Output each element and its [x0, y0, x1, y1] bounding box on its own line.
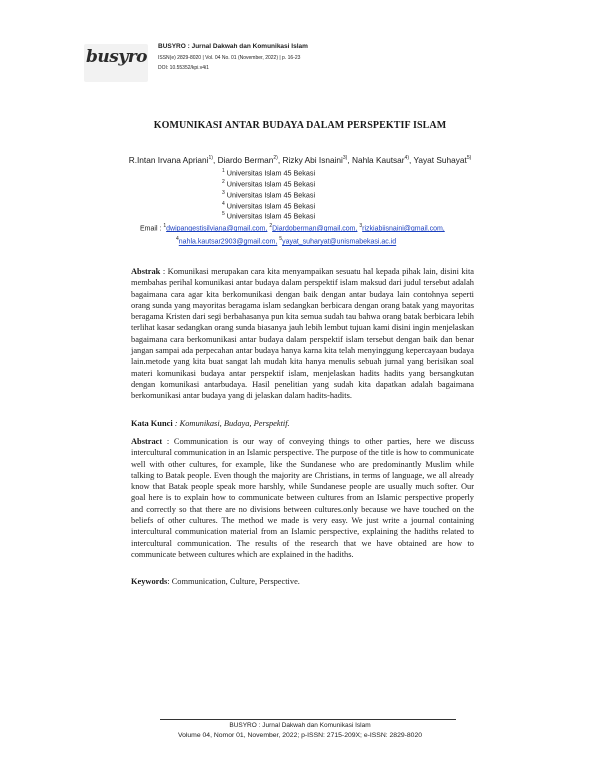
email-block	[140, 221, 480, 248]
abstract-label: Abstract	[131, 437, 163, 446]
affiliation-name: Universitas Islam 45 Bekasi	[226, 211, 316, 221]
email-label: Email :	[140, 225, 164, 233]
abstrak-label: Abstrak	[131, 267, 161, 276]
footer-volume: Volume 04, Nomor 01, November, 2022; p-ISSN: 2715-209X; e-ISSN: 2829-8020	[177, 732, 423, 739]
email-sup: 2	[269, 223, 273, 229]
affiliation	[222, 201, 422, 210]
affiliation-sup: 1	[222, 168, 225, 174]
abstrak-text: : Komunikasi merupakan cara kita menyampaikan sesuatu hal kepada pihak lain, disini kita membahas perihal komunikasi antar budaya dalam perspektif islam maksud dari judul tersebut adalah bagaimana cara agar kita berkomunikasi dengan baik dengan antar budaya lain contohnya seperti orang sunda yang mayoritas beragama islam sedangkan berbicara dengan orang batak yang mayoritas beragama Kristen dari segi berbahasanya pun kita semua sudah tau bahwa orang batak berbicara lebih terlihat kasar sedangkan orang sunda biasanya jauh lebih lembut tujuan kami disini ingin menjelaskan bagaimana cara berkomunikasi antar budaya dalam perspektif islam tersebut dengan baik dan benar jangan sampai ada perpecahan antar budaya hanya karna kita telah menyinggung kepercayaan budaya lain.metode yang kita buat sangat lah mudah kita hanya menulis sebuah jurnal yang berisikan soal materi komunikasi budaya antar perspektif islam, menjelaskan hadits hadits yang bersangkutan dengan komunikasi antarbudaya. Hasil penelitian yang sudah kita dapatkan adalah bagaimana berkomunikasi antar budaya yang di jelaskan dalam hadits-hadits.	[131, 267, 474, 401]
keywords	[131, 576, 474, 587]
affiliation	[222, 179, 422, 188]
email-sup: 5	[279, 236, 283, 243]
email-link[interactable]: rizkiabiisnaini@gmail.com,	[362, 225, 445, 233]
author-sup: 5)	[466, 155, 472, 162]
email-link[interactable]: Diardoberman@gmail.com,	[272, 225, 358, 233]
affiliation	[222, 190, 422, 199]
abstrak-paragraph	[131, 266, 474, 402]
author-sup: 3)	[342, 155, 348, 162]
journal-name: BUSYRO : Jurnal Dakwah dan Komunikasi Islam	[158, 43, 308, 50]
affiliation	[222, 211, 422, 220]
author-sup: 1)	[208, 155, 213, 162]
footer-journal: BUSYRO : Jurnal Dakwah dan Komunikasi Islam	[229, 722, 371, 729]
footer-divider	[160, 719, 456, 720]
email-sup: 1	[163, 223, 167, 229]
affiliation-sup: 5	[222, 211, 225, 217]
kata-kunci	[131, 418, 474, 429]
email-sup: 4	[176, 236, 179, 243]
abstract-paragraph	[131, 436, 474, 560]
author-name: Nahla Kautsar	[351, 155, 405, 165]
email-line-2	[140, 234, 480, 247]
author-name: Diardo Berman	[217, 155, 274, 165]
affiliation-name: Universitas Islam 45 Bekasi	[226, 201, 316, 211]
journal-logo-text: busyro	[86, 47, 147, 67]
affiliation-sup: 4	[222, 201, 225, 207]
affiliation	[222, 168, 422, 177]
kata-kunci-text: : Komunikasi, Budaya, Perspektif.	[172, 419, 290, 428]
keywords-text: : Communication, Culture, Perspective.	[167, 577, 300, 586]
email-link[interactable]: dwipangestisilviana@gmail.com,	[166, 225, 268, 233]
affiliation-name: Universitas Islam 45 Bekasi	[226, 179, 316, 189]
author-name: Rizky Abi Isnaini	[282, 155, 343, 165]
author-list: R.Intan Irvana Apriani$^{1)}$, Diardo Berman$^{2)}$, Rizky Abi Isnaini$^{3)}$, Nahla Kautsar$^{4)}$, Yayat Suhayat$^{5)}$	[128, 155, 472, 165]
affiliation-name: Universitas Islam 45 Bekasi	[226, 168, 316, 178]
author-name: R.Intan Irvana Apriani	[128, 155, 209, 165]
issn-volume-line: ISSN(e) 2829-8020 | Vol. 04 No. 01 (November, 2022) | p. 16-23	[158, 55, 301, 61]
affiliation-sup: 2	[222, 179, 225, 185]
author-name: Yayat Suhayat	[413, 155, 467, 165]
email-link[interactable]: nahla.kautsar2903@gmail.com,	[178, 238, 278, 246]
email-sup: 3	[359, 223, 363, 229]
email-link[interactable]: yayat_suharyat@unismabekasi.ac.id	[282, 238, 397, 246]
affiliation-name: Universitas Islam 45 Bekasi	[226, 190, 316, 200]
author-sup: 4)	[404, 155, 409, 162]
abstract-text: : Communication is our way of conveying things to other parties, here we discuss intercultural communication in an Islamic perspective. The purpose of the title is how to communicate well with other cultures, for example, like the Sundanese who are predominantly Muslim while talking to Batak people. Even though the majority are Christians, in terms of language, we all already know that Batak people speak more harshly, while Sundanese people are usually much softer. Our goal here is to explain how to communicate between cultures from an Islamic perspective properly and correctly so that there are no divisions between cultures.only because we have touched on the beliefs of other cultures. The method we made is very easy. We just write a journal containing intercultural communication material from an Islamic perspective, explaining the hadiths related to intercultural communication. The results of the research that we have obtained are how to communicate between cultures which are explained in the hadiths.	[131, 437, 474, 559]
doi-line: DOI: 10.55352/kpi.v4i1	[158, 65, 209, 71]
affiliation-sup: 3	[222, 190, 225, 196]
kata-kunci-label: Kata Kunci	[131, 419, 173, 428]
author-sup: 2)	[273, 155, 278, 162]
paper-title: KOMUNIKASI ANTAR BUDAYA DALAM PERSPEKTIF ISLAM	[153, 120, 447, 131]
keywords-label: Keywords	[131, 577, 168, 586]
